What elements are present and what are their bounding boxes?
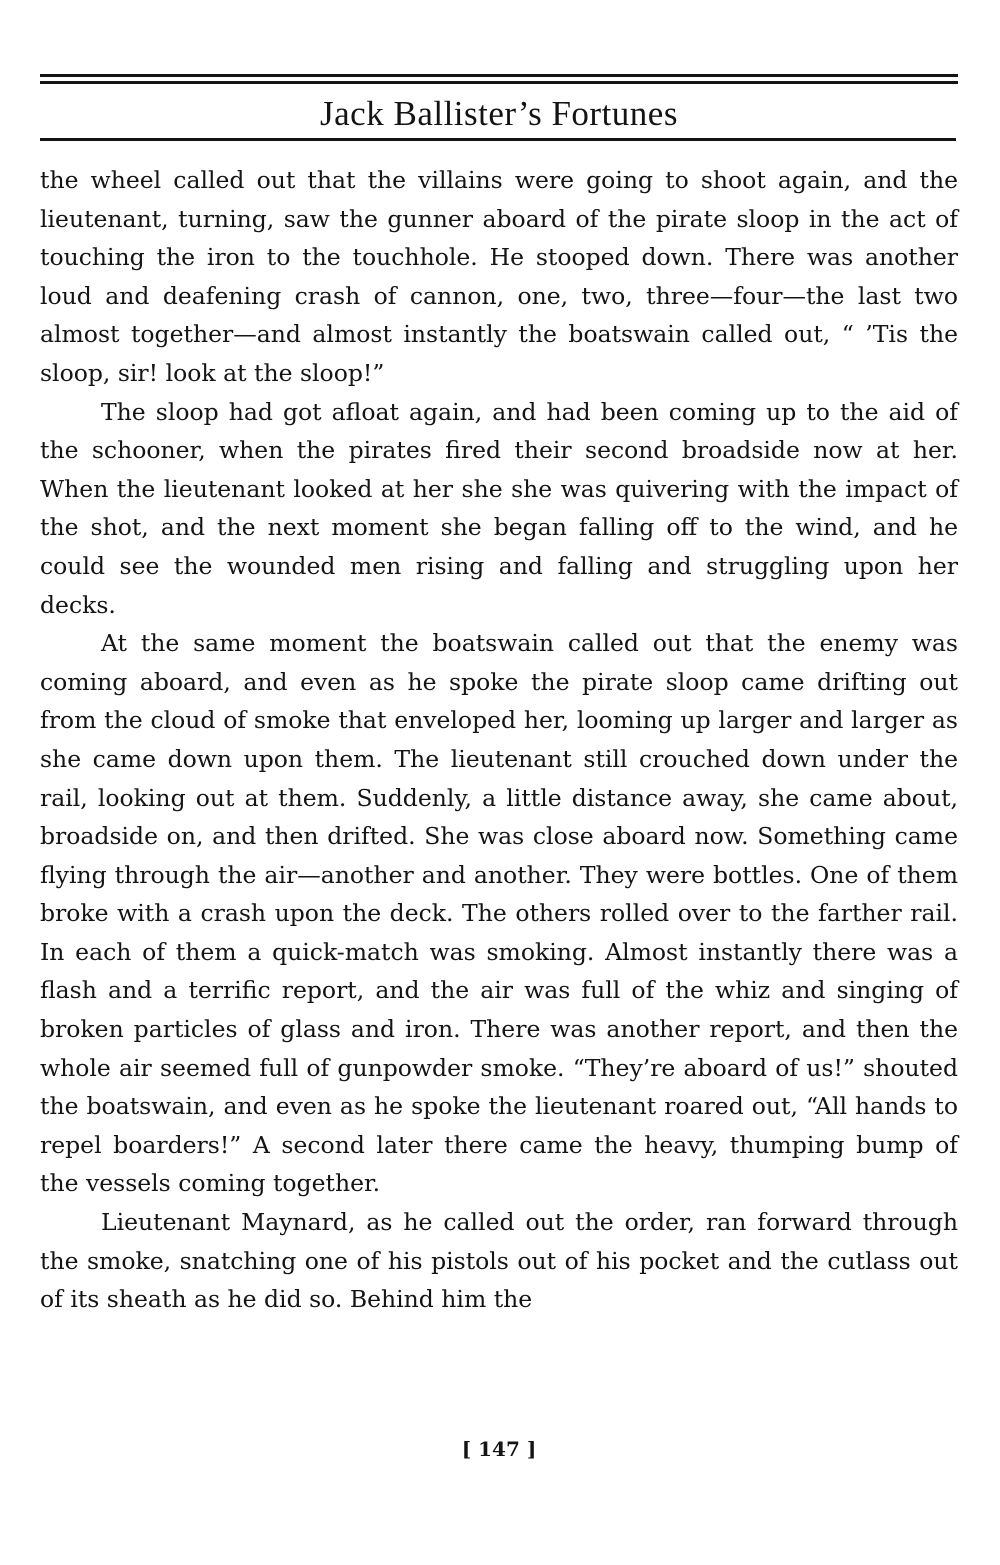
book-page	[40, 0, 958, 1565]
header-double-rule	[40, 74, 958, 84]
page-number: [ 147 ]	[461, 1437, 537, 1461]
paragraph-continued: the wheel called out that the villains were going to shoot again, and the lieutenant, turning, saw the gunner aboard of the pirate sloop in the act of touching the iron to the touchhole. He stooped down. There was another loud and deafening crash of cannon, one, two, three—four—the last two almost together—and almost instantly the boatswain called out, “ ’Tis the sloop, sir! look at the sloop!”	[40, 166, 958, 387]
body-text	[40, 161, 958, 1319]
running-head-title: Jack Ballister’s Fortunes	[320, 94, 678, 133]
paragraph: Lieutenant Maynard, as he called out the order, ran forward through the smoke, snatching one of his pistols out of his pocket and the cutlass out of its sheath as he did so. Behind him the	[40, 1208, 958, 1314]
header-bottom-rule	[40, 138, 956, 141]
paragraph: The sloop had got afloat again, and had been coming up to the aid of the schooner, when the pirates fired their second broadside now at her. When the lieutenant looked at her she she was quivering with the impact of the shot, and the next moment she began falling off to the wind, and he could see the wounded men rising and falling and struggling upon her decks.	[40, 397, 958, 619]
paragraph: At the same moment the boatswain called out that the enemy was coming aboard, and even as he spoke the pirate sloop came drifting out from the cloud of smoke that enveloped her, looming up larger and larger as she came down upon them. The lieutenant still crouched down under the rail, looking out at them. Suddenly, a little distance away, she came about, broadside on, and then drifted. She was close aboard now. Something came flying through the air—another and another. They were bottles. One of them broke with a crash upon the deck. The others rolled over to the farther rail. In each of them a quick-match was smoking. Almost instantly there was a flash and a terrific report, and the air was full of the whiz and singing of broken particles of glass and iron. There was another report, and then the whole air seemed full of gunpowder smoke. “They’re aboard of us!” shouted the boatswain, and even as he spoke the lieutenant roared out, “All hands to repel boarders!” A second later there came the heavy, thumping bump of the vessels coming together.	[40, 629, 958, 1198]
